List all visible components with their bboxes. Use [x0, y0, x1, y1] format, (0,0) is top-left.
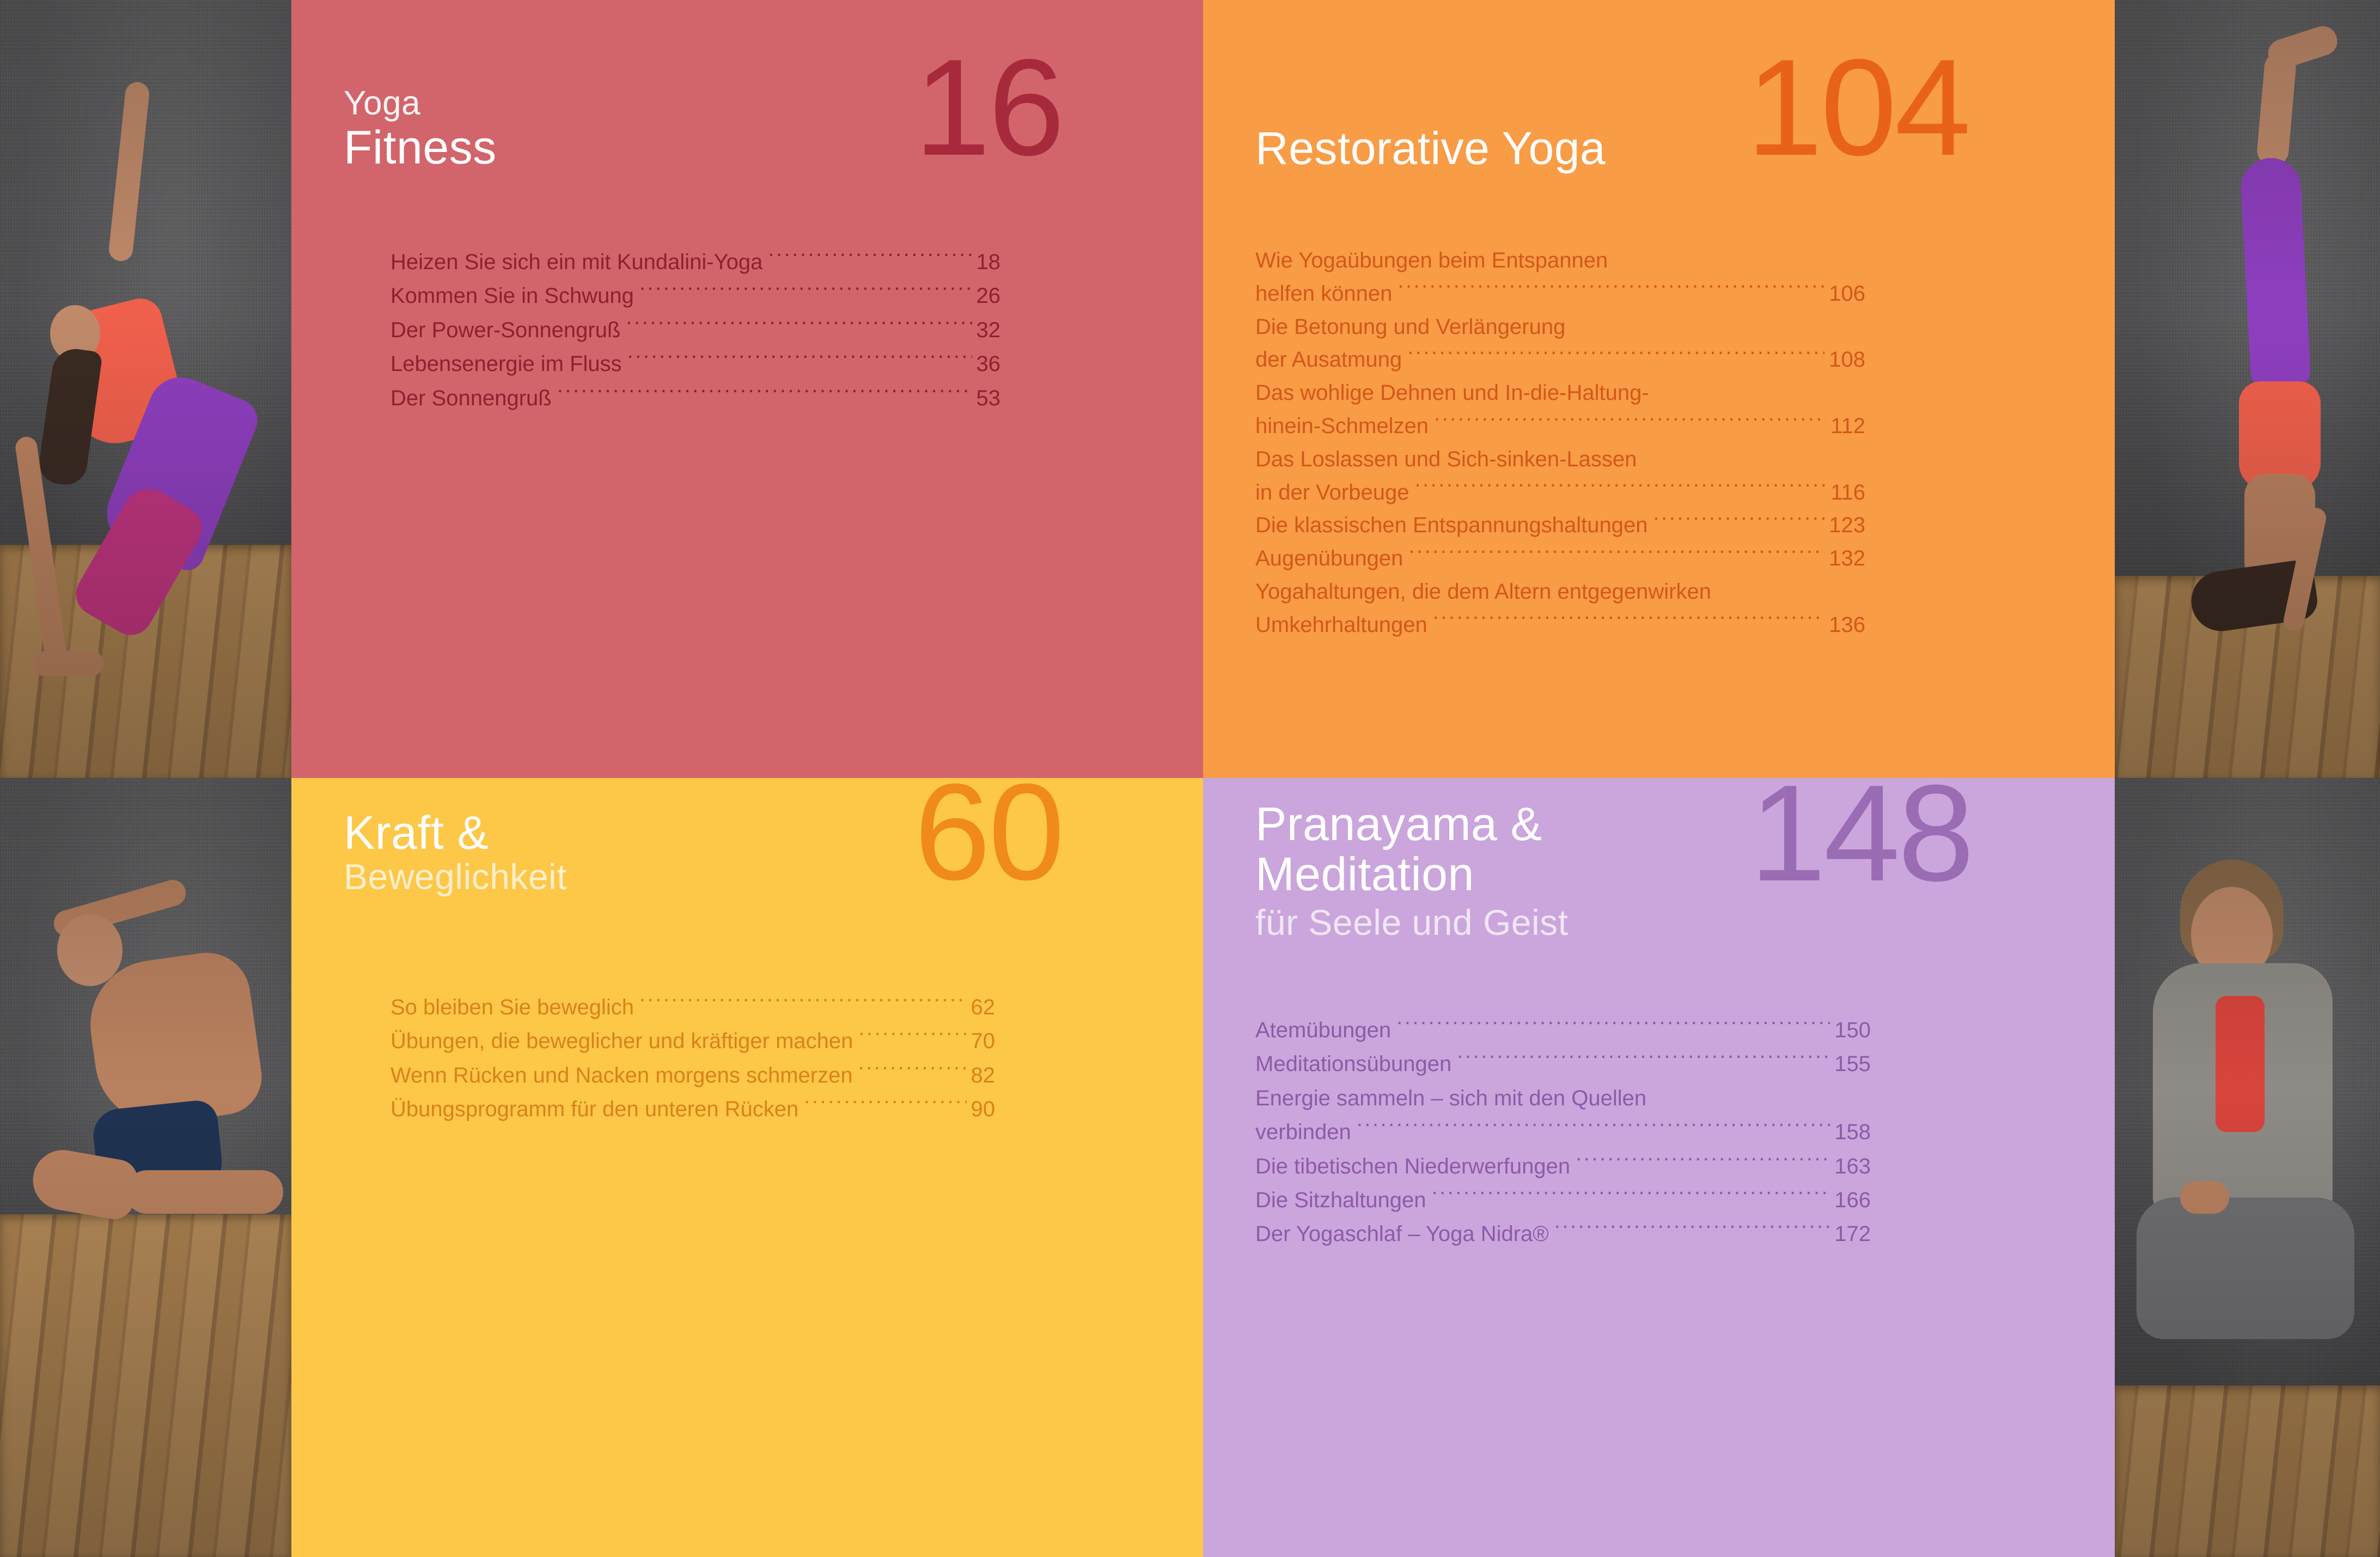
leader-dots	[1434, 411, 1826, 433]
leader-dots	[1576, 1152, 1830, 1173]
toc-entry-page: 32	[976, 318, 1000, 342]
photo-vignette	[2115, 778, 2380, 1557]
toc-entry-text: Der Yogaschlaf – Yoga Nidra®	[1255, 1222, 1549, 1246]
toc-entry-page: 106	[1829, 281, 1865, 306]
toc-entry[interactable]	[390, 313, 1000, 347]
toc-entry[interactable]	[390, 1024, 995, 1058]
photo-right-top	[2115, 0, 2380, 778]
toc-entry-text: der Ausatmung	[1255, 348, 1402, 372]
leader-dots	[1554, 1219, 1830, 1241]
toc-entry-page: 112	[1830, 413, 1865, 438]
toc-entry[interactable]	[1255, 277, 1865, 311]
leader-dots	[626, 315, 972, 337]
section-title-line2: Meditation	[1255, 848, 1474, 901]
toc-entry-page: 82	[971, 1063, 995, 1087]
toc-entry-page: 70	[971, 1029, 995, 1054]
leader-dots	[639, 281, 972, 303]
toc-entry-text: Die tibetischen Niederwerfungen	[1255, 1154, 1571, 1178]
toc-entry[interactable]	[1255, 410, 1865, 443]
toc-entry[interactable]	[390, 347, 1000, 381]
toc-entry-text: in der Vorbeuge	[1255, 480, 1409, 504]
section-subtitle: Beweglichkeit	[344, 856, 567, 897]
leader-dots	[1653, 510, 1825, 532]
toc-entry[interactable]	[1255, 1115, 1871, 1149]
photo-left-top	[0, 0, 291, 778]
toc-entry-text: Das Loslassen und Sich-sinken-Lassen	[1255, 447, 1637, 471]
photo-vignette	[0, 0, 291, 778]
toc-entry-text: Yogahaltungen, die dem Altern entgegenwirken	[1255, 579, 1711, 604]
leader-dots	[1613, 246, 1861, 267]
toc-entry-text: Die klassischen Entspannungshaltungen	[1255, 513, 1648, 538]
toc-entry-text: Übungsprogramm für den unteren Rücken	[390, 1097, 799, 1122]
toc-entry-text: Der Sonnengruß	[390, 386, 552, 410]
toc-list-kraft-beweglichkeit	[390, 990, 995, 1127]
toc-entry-page: 62	[971, 995, 995, 1019]
photo-left-bottom	[0, 778, 291, 1557]
toc-entry-text: hinein-Schmelzen	[1255, 413, 1429, 438]
toc-entry-text: Das wohlige Dehnen und In-die-Haltung-	[1255, 381, 1649, 405]
toc-entry-page: 53	[976, 386, 1000, 410]
leader-dots	[1652, 1084, 1866, 1105]
toc-entry-page: 90	[971, 1097, 995, 1122]
leader-dots	[1571, 312, 1861, 334]
toc-entry[interactable]	[1255, 343, 1865, 376]
toc-entry[interactable]	[390, 245, 1000, 279]
toc-entry[interactable]	[1255, 1047, 1871, 1081]
toc-entry-page: 172	[1834, 1222, 1871, 1246]
toc-entry[interactable]	[390, 279, 1000, 313]
section-title: Restorative Yoga	[1255, 123, 1606, 174]
toc-list-restorative-yoga	[1255, 244, 1865, 642]
toc-entry-text: helfen können	[1255, 281, 1393, 306]
leader-dots	[858, 1061, 967, 1082]
toc-entry[interactable]	[1255, 1081, 1871, 1115]
toc-entry-page: 155	[1834, 1052, 1871, 1076]
toc-entry[interactable]	[390, 990, 995, 1024]
section-title: Pranayama &	[1255, 798, 1542, 850]
toc-entry-page: 18	[976, 250, 1000, 274]
leader-dots	[1457, 1049, 1830, 1071]
toc-entry-page: 116	[1830, 480, 1865, 504]
toc-entry[interactable]	[1255, 244, 1865, 277]
toc-entry[interactable]	[1255, 575, 1865, 609]
leader-dots	[1407, 345, 1824, 367]
toc-entry[interactable]	[1255, 509, 1865, 542]
toc-entry-page: 136	[1829, 612, 1865, 637]
toc-entry-page: 123	[1829, 513, 1865, 538]
leader-dots	[1433, 610, 1825, 632]
toc-entry-text: Übungen, die beweglicher und kräftiger machen	[390, 1029, 853, 1054]
toc-entry[interactable]	[1255, 1013, 1871, 1047]
photo-vignette	[0, 778, 291, 1557]
leader-dots	[1717, 577, 1861, 599]
section-subtitle: für Seele und Geist	[1255, 902, 1569, 942]
leader-dots	[557, 384, 972, 405]
toc-entry-page: 26	[976, 284, 1000, 308]
section-kicker: Yoga	[344, 84, 421, 122]
leader-dots	[804, 1094, 966, 1116]
toc-entry-text: Umkehrhaltungen	[1255, 612, 1427, 637]
leader-dots	[1642, 445, 1861, 466]
toc-entry[interactable]	[1255, 1183, 1871, 1217]
toc-entry-page: 36	[976, 352, 1000, 376]
toc-list-pranayama-meditation	[1255, 1013, 1871, 1251]
toc-entry[interactable]	[390, 1092, 995, 1126]
toc-entry-text: Meditationsübungen	[1255, 1052, 1452, 1076]
section-card-kraft-beweglichkeit	[291, 778, 1203, 1557]
section-page-number: 148	[1749, 778, 1972, 910]
leader-dots	[1408, 544, 1824, 565]
toc-entry-text: Wie Yogaübungen beim Entspannen	[1255, 248, 1608, 272]
toc-entry[interactable]	[1255, 1217, 1871, 1251]
leader-dots	[1396, 1015, 1830, 1037]
toc-entry[interactable]	[1255, 542, 1865, 575]
toc-entry-page: 108	[1829, 348, 1865, 372]
section-title: Kraft &	[344, 807, 489, 859]
toc-entry-text: Augenübungen	[1255, 546, 1403, 571]
leader-dots	[858, 1026, 966, 1048]
toc-entry[interactable]	[390, 381, 1000, 415]
toc-entry-text: So bleiben Sie beweglich	[390, 995, 634, 1019]
toc-entry-page: 163	[1834, 1154, 1871, 1178]
leader-dots	[627, 349, 972, 371]
toc-entry-page: 166	[1834, 1188, 1871, 1212]
leader-dots	[639, 993, 967, 1014]
toc-entry-text: Kommen Sie in Schwung	[390, 284, 634, 308]
toc-entry-text: Wenn Rücken und Nacken morgens schmerzen	[390, 1063, 853, 1087]
leader-dots	[1414, 478, 1826, 500]
section-card-pranayama-meditation	[1203, 778, 2115, 1557]
toc-list-yoga-fitness	[390, 245, 1000, 415]
section-card-restorative-yoga	[1203, 0, 2115, 778]
toc-entry[interactable]	[1255, 476, 1865, 509]
photo-vignette	[2115, 0, 2380, 778]
photo-right-bottom	[2115, 778, 2380, 1557]
toc-entry-page: 132	[1829, 546, 1865, 571]
toc-entry-text: Die Betonung und Verlängerung	[1255, 314, 1566, 339]
section-page-number: 104	[1746, 31, 1969, 184]
section-title: Fitness	[344, 121, 497, 174]
toc-entry-text: Lebensenergie im Fluss	[390, 352, 622, 376]
toc-entry-text: verbinden	[1255, 1120, 1351, 1145]
section-card-yoga-fitness	[291, 0, 1203, 778]
toc-entry[interactable]	[1255, 443, 1865, 476]
leader-dots	[1432, 1185, 1830, 1207]
toc-entry[interactable]	[1255, 311, 1865, 344]
section-page-number: 16	[914, 31, 1063, 184]
toc-entry-text: Die Sitzhaltungen	[1255, 1188, 1426, 1212]
leader-dots	[768, 247, 972, 269]
toc-entry-page: 150	[1834, 1018, 1871, 1042]
toc-entry[interactable]	[1255, 609, 1865, 642]
leader-dots	[1655, 378, 1861, 400]
toc-entry-page: 158	[1834, 1120, 1871, 1145]
toc-entry[interactable]	[390, 1059, 995, 1092]
leader-dots	[1398, 279, 1824, 301]
toc-entry-text: Heizen Sie sich ein mit Kundalini-Yoga	[390, 250, 763, 274]
leader-dots	[1357, 1117, 1830, 1139]
toc-entry-text: Atemübungen	[1255, 1018, 1392, 1042]
toc-entry[interactable]	[1255, 1149, 1871, 1183]
toc-entry-text: Energie sammeln – sich mit den Quellen	[1255, 1086, 1647, 1110]
toc-entry[interactable]	[1255, 376, 1865, 410]
toc-entry-text: Der Power-Sonnengruß	[390, 318, 621, 342]
section-page-number: 60	[914, 778, 1063, 909]
